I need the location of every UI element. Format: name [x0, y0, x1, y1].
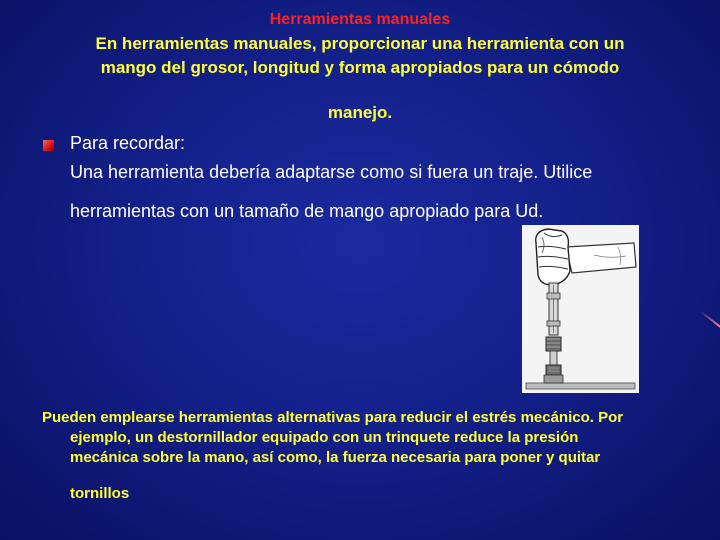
bullet-heading: Para recordar: — [70, 133, 186, 153]
bottom-paragraph — [42, 408, 692, 504]
lead-line-2: mango del grosor, longitud y forma apropiados para un cómodo — [100, 58, 620, 77]
decorative-streak — [699, 310, 720, 336]
red-square-bullet-icon — [43, 140, 54, 151]
lead-line-3: manejo. — [327, 103, 393, 122]
bottom-line-4: tornillos — [70, 485, 130, 502]
hand-gripping-tool-illustration — [522, 225, 639, 393]
hand-tool-drawing — [522, 225, 639, 393]
bottom-line-1: Pueden emplearse herramientas alternativas para reducir el estrés mecánico. Por — [42, 409, 624, 426]
bottom-line-2: ejemplo, un destornillador equipado con un trinquete reduce la presión — [70, 429, 579, 446]
bottom-line-3: mecánica sobre la mano, así como, la fuerza necesaria para poner y quitar — [70, 449, 601, 466]
bullet-text-line-2-text: herramientas con un tamaño de mango apropiado para Ud. — [70, 201, 544, 221]
slide-title: Herramientas manuales — [269, 11, 451, 28]
bullet-text-line-1: Una herramienta debería adaptarse como si fuera un traje. Utilice — [70, 162, 593, 182]
lead-line-1: En herramientas manuales, proporcionar una herramienta con un — [95, 34, 625, 53]
lead-paragraph — [30, 32, 690, 80]
bullet-text-line-2 — [70, 200, 543, 222]
